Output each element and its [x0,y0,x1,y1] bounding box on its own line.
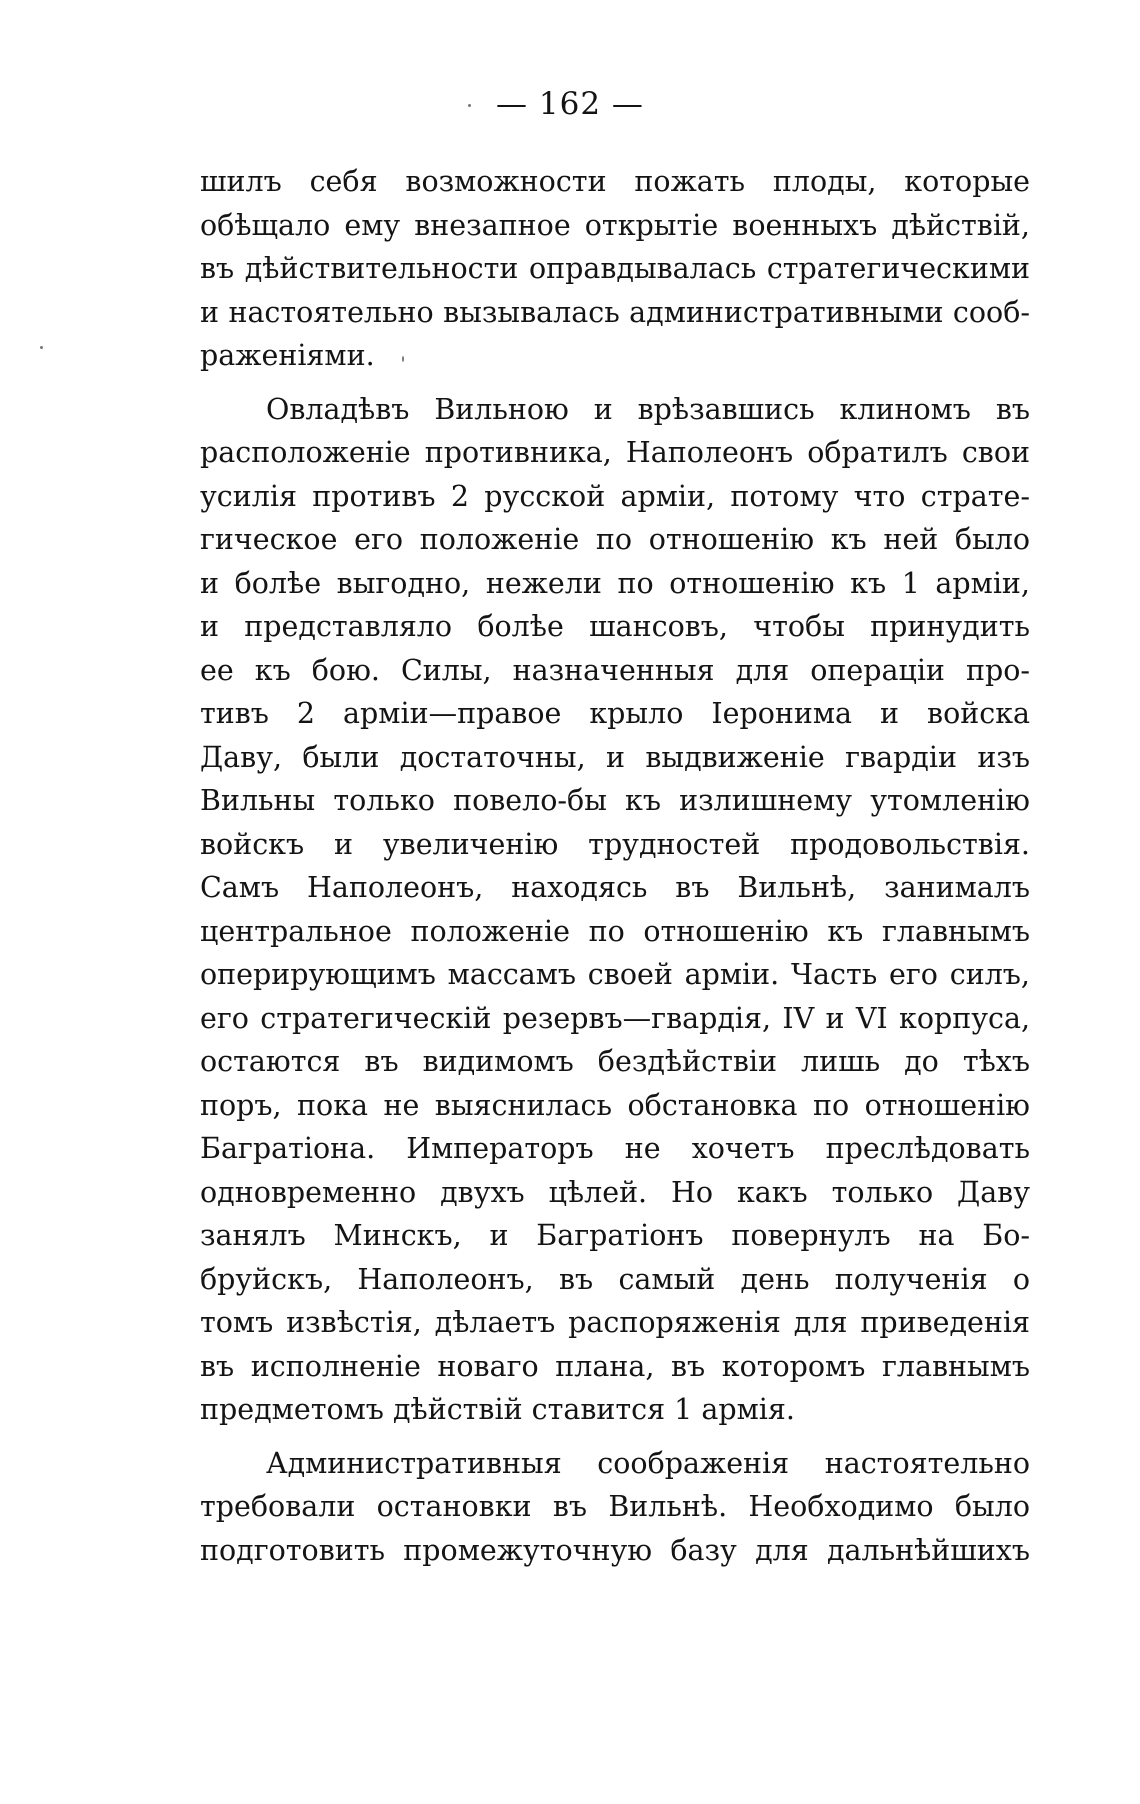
text-line: центральное положеніе по отношенію къ главнымъ [200,914,1030,948]
text-line: и настоятельно вызывалась административными сооб- [200,295,1030,329]
text-line: Багратіона. Императоръ не хочетъ преслѣдовать [200,1132,1030,1165]
text-line: въ исполненіе новаго плана, въ которомъ главнымъ [200,1349,1030,1383]
text-line: Даву, были достаточны, и выдвиженіе гвардіи изъ [200,740,1030,774]
text-line: раженіями. [200,339,375,372]
text-line: поръ, пока не выяснилась обстановка по отношенію [200,1088,1030,1122]
text-line: и представляло болѣе шансовъ, чтобы принудить [200,610,1030,643]
text-line: занялъ Минскъ, и Багратіонъ повернулъ на Бо- [200,1219,1030,1252]
text-line: усилія противъ 2 русской арміи, потому что страте- [200,479,1030,513]
text-line: тивъ 2 арміи—правое крыло Іеронима и войска [200,697,1030,730]
text-line: Административныя соображенія настоятельно [266,1446,1030,1480]
paragraph [200,1442,1030,1573]
text-line: войскъ и увеличенію трудностей продовольствія. [200,827,1030,861]
text-line: Овладѣвъ Вильною и врѣзавшись клиномъ въ [266,392,1030,426]
text-line: одновременно двухъ цѣлей. Но какъ только Даву [200,1175,1030,1209]
text-line: оперирующимъ массамъ своей арміи. Часть его силъ, [200,958,1030,991]
page-number: — 162 — [496,86,644,122]
text-line: обѣщало ему внезапное открытіе военныхъ дѣйствій, [200,208,1030,242]
text-line: требовали остановки въ Вильнѣ. Необходимо было [200,1490,1030,1523]
text-line: предметомъ дѣйствій ставится 1 армія. [200,1393,795,1426]
paragraph [200,388,1030,1432]
text-line: бруйскъ, Наполеонъ, въ самый день полученія о [200,1262,1030,1296]
text-line: шилъ себя возможности пожать плоды, которые [200,165,1030,198]
text-body [200,160,1030,1572]
text-line: остаются въ видимомъ бездѣйствіи лишь до тѣхъ [200,1045,1030,1078]
text-line: расположеніе противника, Наполеонъ обратилъ свои [200,436,1030,469]
text-line: и болѣе выгодно, нежели по отношенію къ 1 арміи, [200,566,1030,600]
text-line: Самъ Наполеонъ, находясь въ Вильнѣ, занималъ [200,871,1030,904]
text-line: ее къ бою. Силы, назначенныя для операціи про- [200,653,1030,687]
ink-speck [40,346,43,349]
text-line: гическое его положеніе по отношенію къ ней было [200,523,1030,556]
text-line: въ дѣйствительности оправдывалась стратегическими [200,252,1030,285]
text-line: подготовить промежуточную базу для дальнѣйшихъ [200,1533,1030,1567]
text-line: томъ извѣстія, дѣлаетъ распоряженія для приведенія [200,1306,1030,1339]
text-line: Вильны только повело-бы къ излишнему утомленію [200,784,1030,817]
paragraph [200,160,1030,378]
text-line: его стратегическій резервъ—гвардія, IV и VI корпуса, [200,1001,1030,1035]
